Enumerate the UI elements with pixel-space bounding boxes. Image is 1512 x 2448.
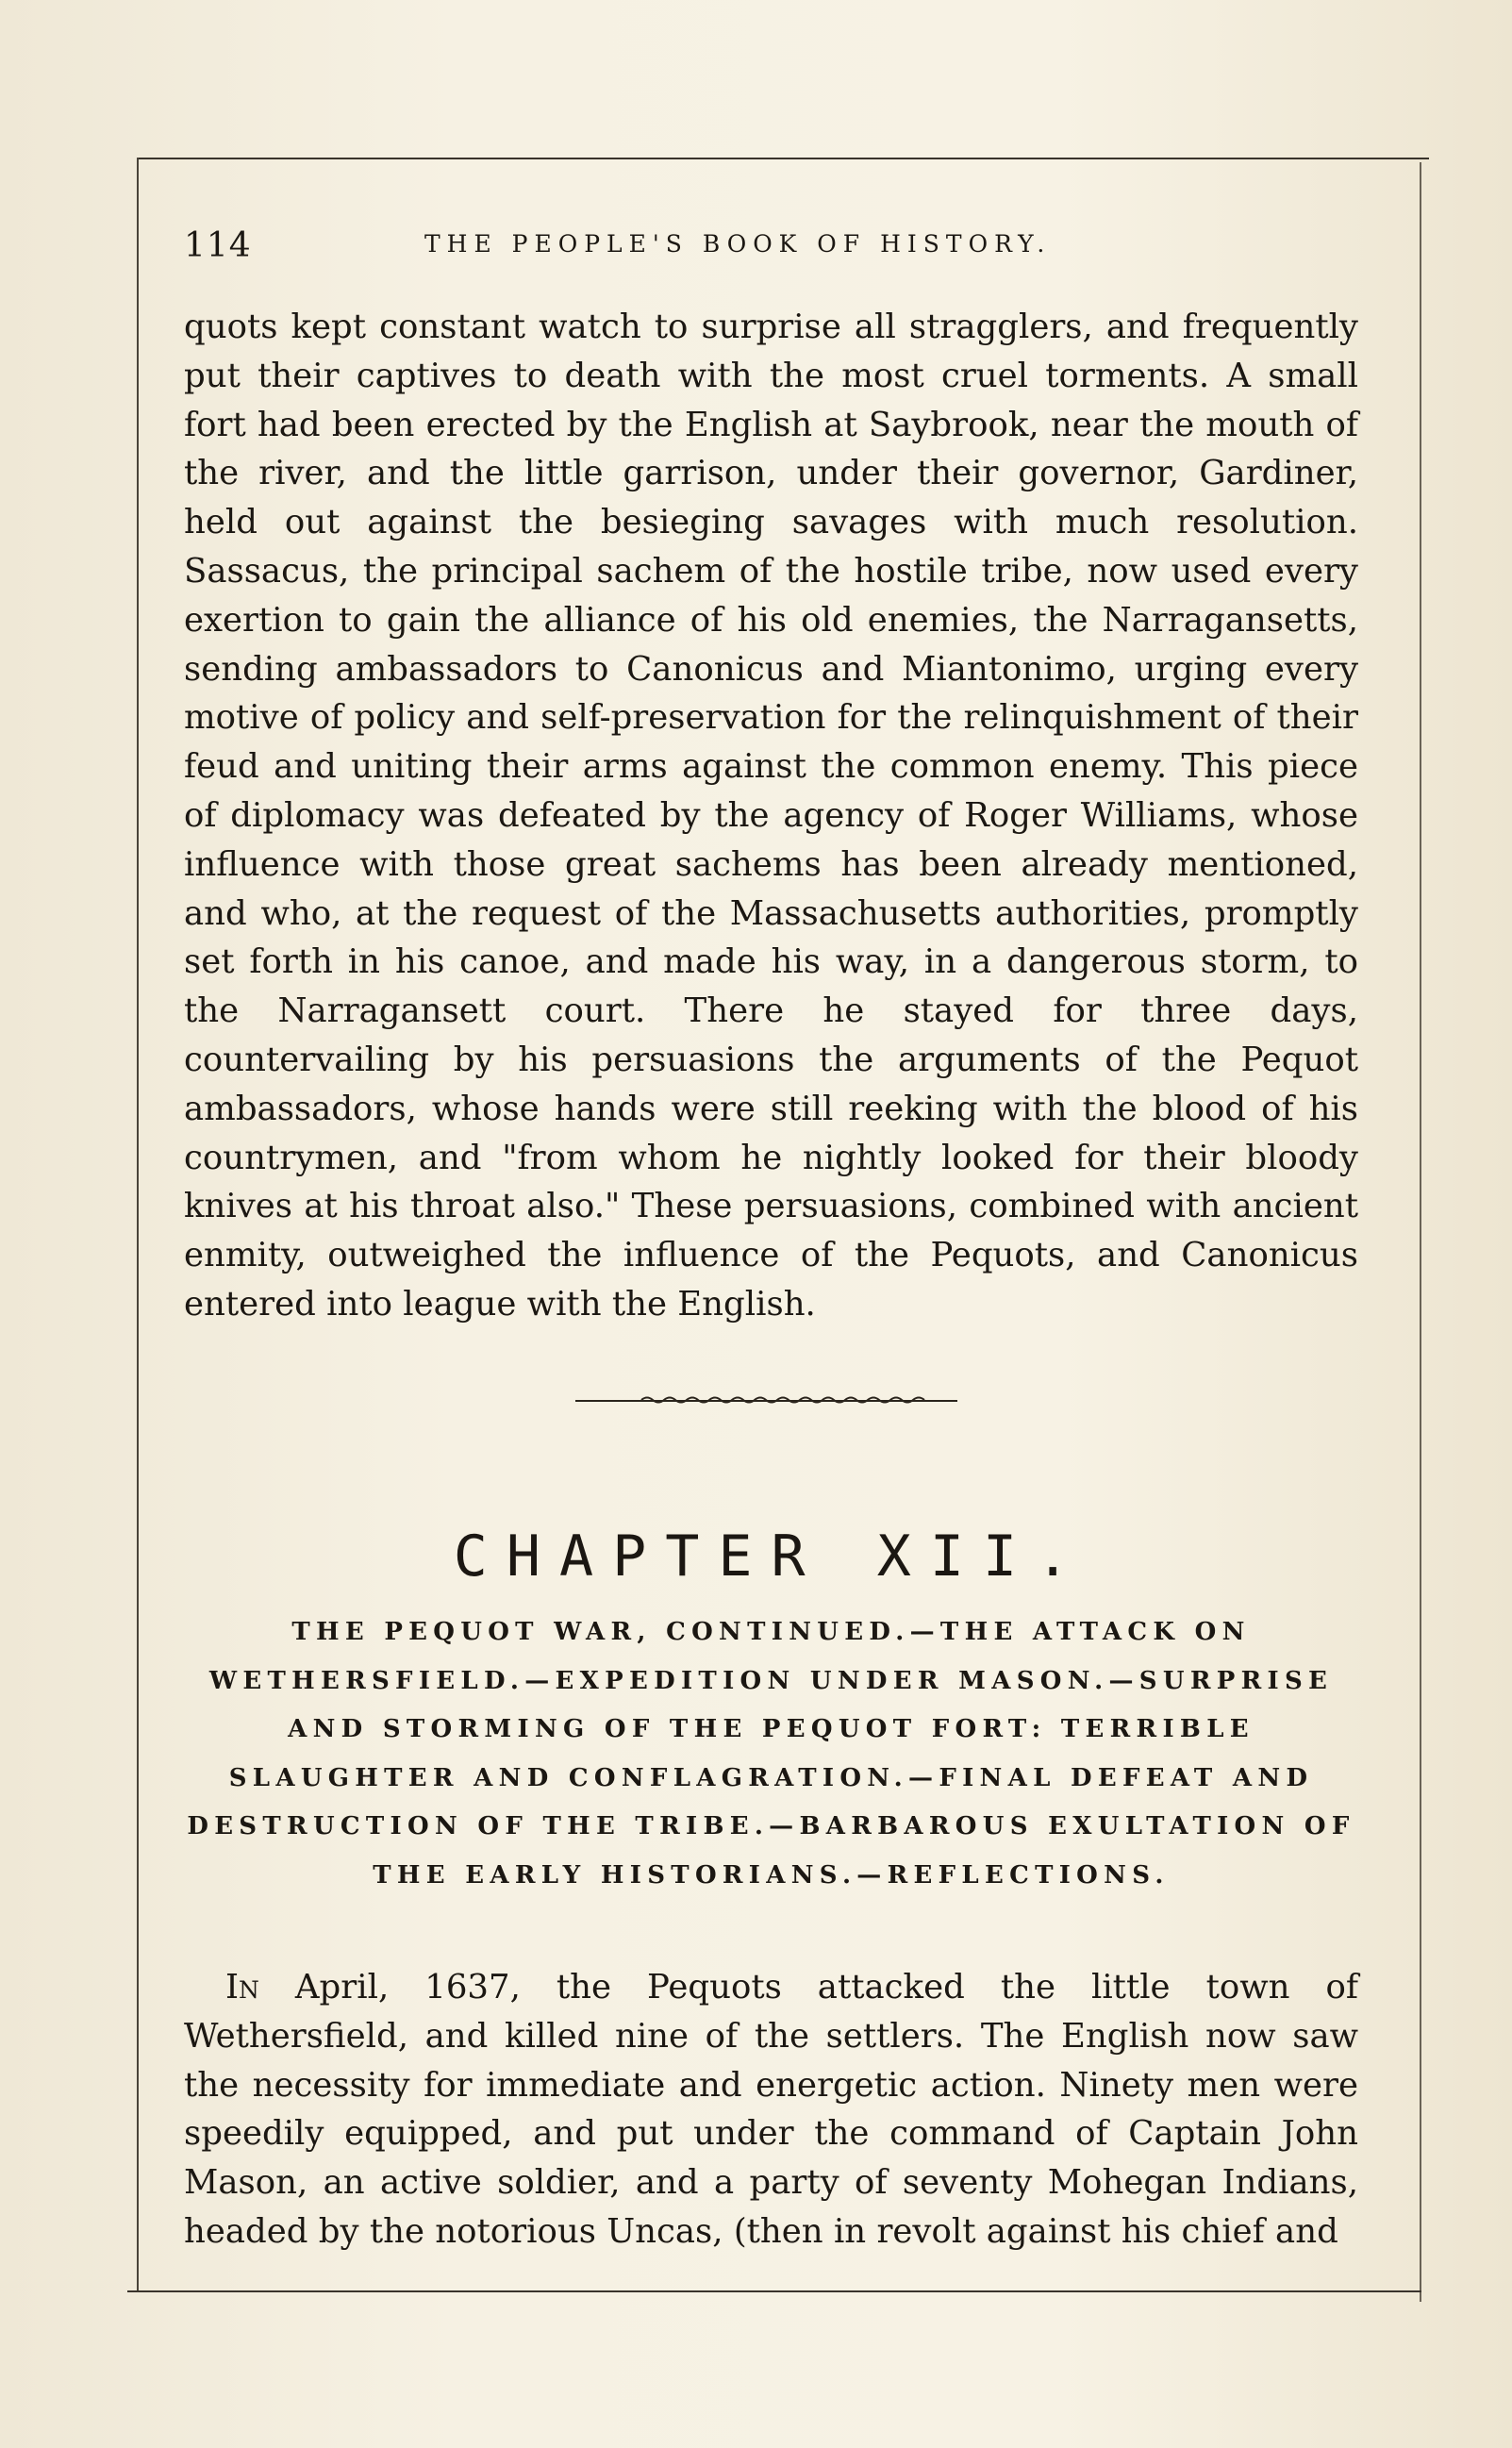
paragraph-body: April, 1637, the Pequots attacked the little town of Wethersfield, and killed nine of the settlers. The English now saw the necessity for immediate and energetic action. Ninety men were speedily equipped, and put under the command of Captain John Mason, an active soldier, and a party of seventy Mohegan Indians, headed by the notorious Uncas, (then in revolt against his chief and — [184, 1968, 1358, 2251]
opening-word: In — [225, 1968, 259, 2007]
paragraph-text: quots kept constant watch to surprise all stragglers, and frequently put their captives to death with the most cruel torments. A small fort had been erected by the English at Saybrook, near the mouth of the river, and the little garrison, under their governor, Gardiner, held out against the besieging savages with much resolution. Sassacus, the principal sachem of the hostile tribe, now used every exertion to gain the alliance of his old enemies, the Narragansetts, sending ambassadors to Canonicus and Miantonimo, urging every motive of policy and self-preservation for the relinquishment of their feud and uniting their arms against the common enemy. This piece of diplomacy was defeated by the agency of Roger Williams, whose influence with those great sachems has been already mentioned, and who, at the request of the Massachusetts authorities, promptly set forth in his canoe, and made his way, in a dangerous storm, to the Narragansett court. There he stayed for three days, countervailing by his persuasions the arguments of the Pequot ambassadors, whose hands were still reeking with the blood of his countrymen, and "from whom he nightly looked for their bloody knives at his throat also." These persuasions, combined with ancient enmity, outweighed the influence of the Pequots, and Canonicus entered into league with the English. — [184, 308, 1358, 1324]
page-frame-right-rule — [1420, 162, 1421, 2302]
chapter-summary: THE PEQUOT WAR, CONTINUED.—THE ATTACK ON WETHERSFIELD.—EXPEDITION UNDER MASON.—SURPRISE AND STORMING OF THE PEQUOT FORT: TERRIBLE SLAUGHTER AND CONFLAGRATION.—FINAL DEFEAT AND DESTRUCTION OF THE TRIBE.—BARBAROUS EXULTATION OF THE EARLY HISTORIANS.—REFLECTIONS. — [187, 1618, 1355, 1890]
page-frame-left-rule — [137, 158, 139, 2291]
running-head — [184, 226, 1358, 274]
page-frame-bottom-rule — [127, 2290, 1421, 2292]
section-divider-ornament — [575, 1387, 957, 1415]
running-title: THE PEOPLE'S BOOK OF HISTORY. — [424, 230, 1052, 258]
page-number: 114 — [184, 226, 252, 265]
chapter-title: CHAPTER XII. — [453, 1523, 1089, 1590]
page-frame-top-rule — [137, 158, 1429, 159]
body-paragraph-continued — [184, 303, 1358, 1329]
paragraph-text — [184, 1963, 1358, 2256]
chapter-opening-paragraph — [184, 1963, 1358, 2256]
